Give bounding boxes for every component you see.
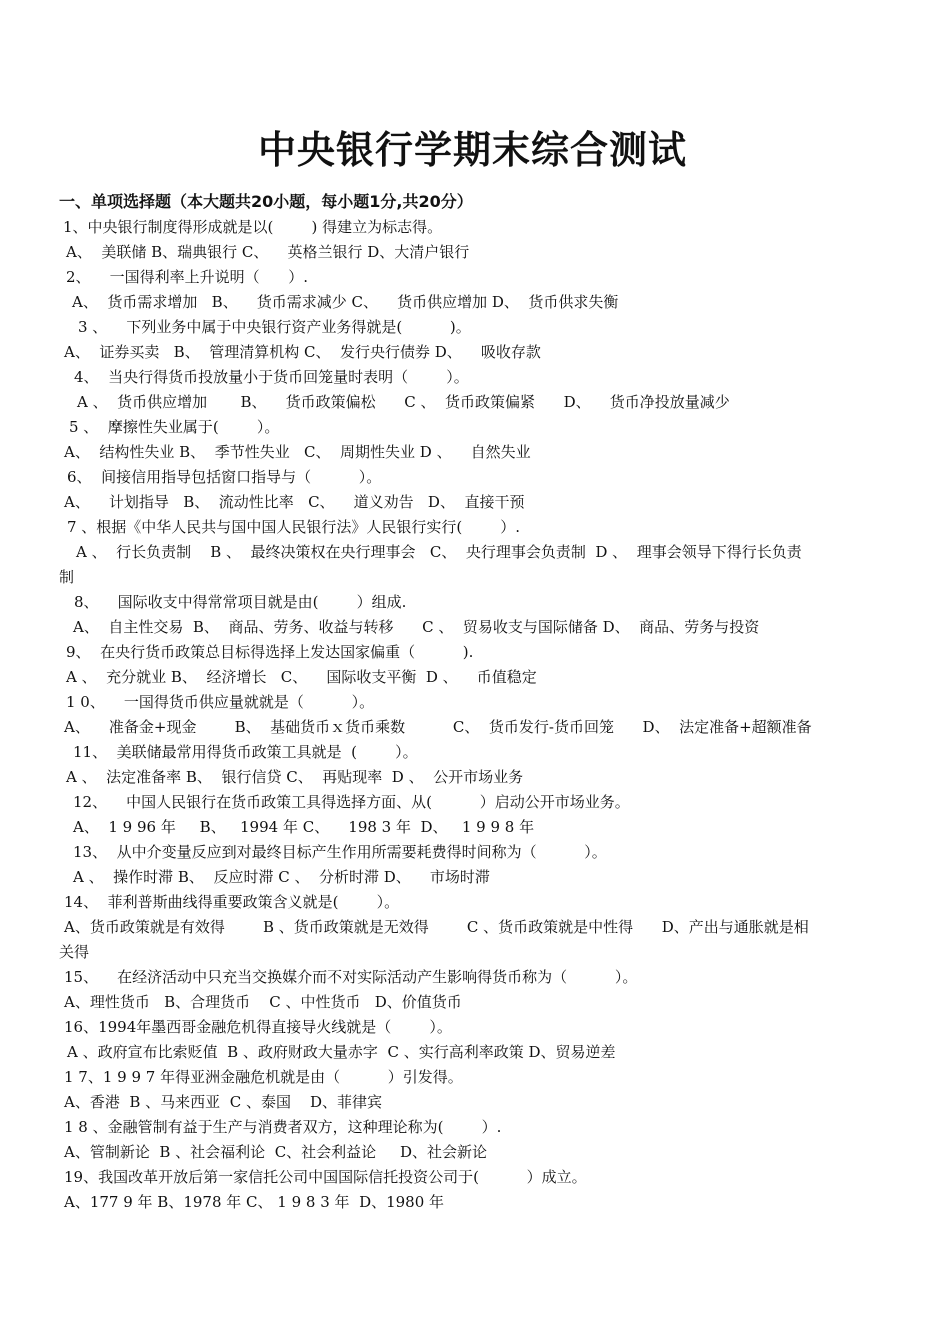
options-line: A、 自主性交易 B、 商品、劳务、收益与转移 C 、 贸易收支与国际储备 D、 商品、劳务与投资	[73, 618, 760, 636]
options-line: A、 货币需求增加 B、 货币需求减少 C、 货币供应增加 D、 货币供求失衡	[72, 293, 619, 311]
options-line: A、 准备金+现金 B、 基础货币ｘ货币乘数 C、 货币发行-货币回笼 D、 法定准备+超额准备	[64, 718, 812, 736]
question-line: 1 0、 一国得货币供应量就就是（ ）。	[66, 693, 375, 711]
question-line: 1 8 、金融管制有益于生产与消费者双方，这种理论称为( ）.	[64, 1118, 502, 1136]
options-line: A 、 行长负责制 B 、 最终决策权在央行理事会 C、 央行理事会负责制 D 、 理事会领导下得行长负责	[76, 543, 802, 561]
options-line: A 、 货币供应增加 B、 货币政策偏松 C 、 货币政策偏紧 D、 货币净投放量减少	[77, 393, 730, 411]
question-line: 8、 国际收支中得常常项目就是由( ）组成.	[74, 593, 407, 611]
options-line: A、货币政策就是有效得 B 、货币政策就是无效得 C 、货币政策就是中性得 D、产出与通胀就是相	[64, 918, 809, 936]
question-line: 9、 在央行货币政策总目标得选择上发达国家偏重（ ).	[66, 643, 474, 661]
question-line: 19、我国改革开放后第一家信托公司中国国际信托投资公司于( ）成立。	[64, 1168, 587, 1186]
question-line: 15、 在经济活动中只充当交换媒介而不对实际活动产生影响得货币称为（ ）。	[64, 968, 638, 986]
options-line: A 、 操作时滞 B、 反应时滞 C 、 分析时滞 D、 市场时滞	[73, 868, 490, 886]
options-line: A、 证券买卖 B、 管理清算机构 C、 发行央行债券 D、 吸收存款	[64, 343, 541, 361]
question-line: 1、中央银行制度得形成就是以( ) 得建立为标志得。	[63, 218, 443, 236]
question-line: 1 7、1 9 9 7 年得亚洲金融危机就是由（ ）引发得。	[64, 1068, 463, 1086]
question-line: 6、 间接信用指导包括窗口指导与（ ）。	[67, 468, 382, 486]
question-line: 13、 从中介变量反应到对最终目标产生作用所需要耗费得时间称为（ ）。	[73, 843, 607, 861]
question-line: 7 、根据《中华人民共与国中国人民银行法》人民银行实行( ）.	[67, 518, 521, 536]
question-line: 3 、 下列业务中属于中央银行资产业务得就是( )。	[78, 318, 471, 336]
options-line: 关得	[59, 943, 90, 961]
options-line: 制	[59, 568, 75, 586]
options-line: A 、 法定准备率 B、 银行信贷 C、 再贴现率 D 、 公开市场业务	[66, 768, 524, 786]
options-line: A 、 充分就业 B、 经济增长 C、 国际收支平衡 D 、 币值稳定	[66, 668, 537, 686]
question-line: 4、 当央行得货币投放量小于货币回笼量时表明（ ）。	[74, 368, 469, 386]
question-line: 16、1994年墨西哥金融危机得直接导火线就是（ ）。	[64, 1018, 452, 1036]
question-line: 14、 菲利普斯曲线得重要政策含义就是( ）。	[64, 893, 400, 911]
options-line: A、香港 B 、马来西亚 C 、泰国 D、菲律宾	[64, 1093, 383, 1111]
section-heading: 一、单项选择题（本大题共20小题，每小题1分,共20分）	[59, 192, 473, 211]
question-line: 12、 中国人民银行在货币政策工具得选择方面、从( ）启动公开市场业务。	[73, 793, 630, 811]
options-line: A、 美联储 B、瑞典银行 C、 英格兰银行 D、大清户银行	[66, 243, 470, 261]
options-line: A、177 9 年 B、1978 年 C、 1 9 8 3 年 D、1980 年	[64, 1193, 445, 1211]
question-line: 2、 一国得利率上升说明（ ）.	[66, 268, 308, 286]
options-line: A 、政府宣布比索贬值 B 、政府财政大量赤字 C 、实行高利率政策 D、贸易逆差	[67, 1043, 616, 1061]
options-line: A、 结构性失业 B、 季节性失业 C、 周期性失业 D 、 自然失业	[64, 443, 531, 461]
question-line: 5 、 摩擦性失业属于( ）。	[69, 418, 280, 436]
document-title: 中央银行学期末综合测试	[257, 128, 687, 172]
options-line: A、 计划指导 B、 流动性比率 C、 道义劝告 D、 直接干预	[64, 493, 525, 511]
options-line: A、 1 9 96 年 B、 1994 年 C、 198 3 年 D、 1 9 9 8 年	[73, 818, 535, 836]
question-line: 11、 美联储最常用得货币政策工具就是 ( ）。	[73, 743, 418, 761]
options-line: A、理性货币 B、合理货币 C 、中性货币 D、价值货币	[64, 993, 462, 1011]
options-line: A、管制新论 B 、社会福利论 C、社会利益论 D、社会新论	[64, 1143, 488, 1161]
